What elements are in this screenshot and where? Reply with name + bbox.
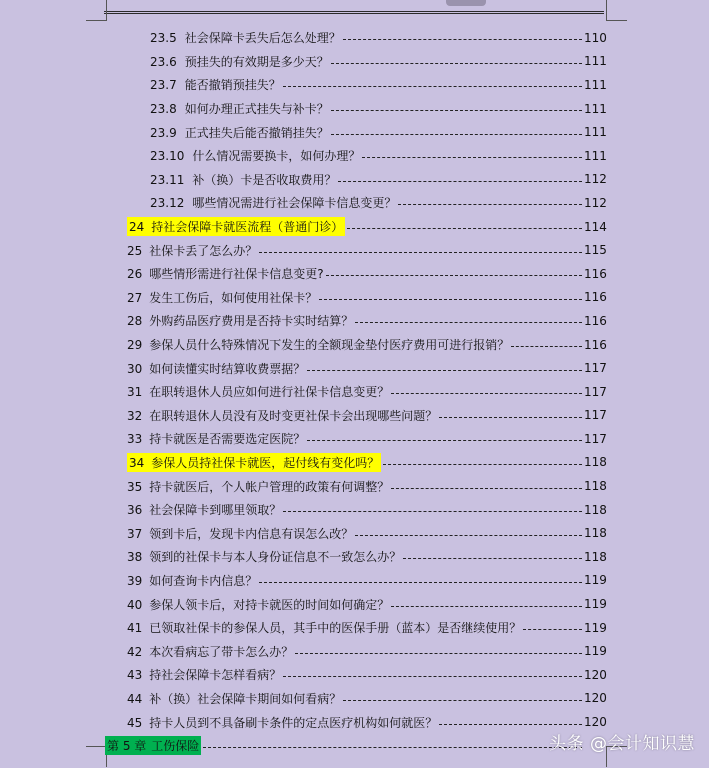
toc-entry-title: 如何办理正式挂失与补卡？ xyxy=(184,102,329,117)
watermark: 头条 @会计知识慧 xyxy=(549,734,695,754)
toc-entry-title: 工伤保险 xyxy=(151,739,200,754)
toc-entry[interactable] xyxy=(0,73,709,97)
toc-entry-page: 114 xyxy=(584,219,607,234)
toc-entry-label xyxy=(127,407,437,424)
toc-entry[interactable] xyxy=(0,97,709,121)
toc-entry-number: 23.7 xyxy=(150,78,177,93)
toc-entry-label xyxy=(150,147,360,164)
corner-mark-top-right xyxy=(606,0,627,21)
toc-entry-label xyxy=(127,525,353,542)
toc-leader-dots xyxy=(511,346,582,347)
toc-entry-number: 31 xyxy=(127,385,143,400)
toc-entry[interactable] xyxy=(0,474,709,498)
toc-entry-title: 什么情况需要换卡，如何办理？ xyxy=(192,149,361,164)
toc-entry-page: 118 xyxy=(584,526,607,541)
toc-entry-page: 115 xyxy=(584,243,607,258)
toc-entry-label xyxy=(127,478,389,495)
toc-entry-number: 23.10 xyxy=(150,149,185,164)
toc-entry-page: 118 xyxy=(584,479,607,494)
toc-entry-page: 117 xyxy=(584,384,607,399)
toc-leader-dots xyxy=(307,440,582,441)
toc-entry-title: 哪些情形需进行社保卡信息变更? xyxy=(149,267,324,282)
toc-entry-label xyxy=(127,666,281,683)
toc-leader-dots xyxy=(391,488,582,489)
toc-entry[interactable] xyxy=(0,545,709,569)
toc-entry-number: 29 xyxy=(127,338,143,353)
toc-entry-number: 45 xyxy=(127,715,143,730)
toc-entry-page: 118 xyxy=(584,455,607,470)
toc-entry-page: 111 xyxy=(584,77,607,92)
toc-entry-title: 社会保障卡到哪里领取？ xyxy=(149,503,282,518)
toc-entry-title: 外购药品医疗费用是否持卡实时结算？ xyxy=(149,314,354,329)
toc-entry-number: 23.5 xyxy=(150,31,177,46)
toc-entry-label xyxy=(150,76,281,93)
toc-entry-label xyxy=(127,217,345,236)
toc-leader-dots xyxy=(331,110,582,111)
toc-entry-title: 持卡就医是否需要选定医院？ xyxy=(149,432,306,447)
toc-entry-title: 哪些情况需进行社会保障卡信息变更？ xyxy=(192,196,397,211)
toc-entry-page: 117 xyxy=(584,431,607,446)
header-mark xyxy=(446,0,486,6)
toc-entry-title: 参保人员持社保卡就医，起付线有变化吗？ xyxy=(151,455,380,470)
toc-entry-label xyxy=(127,312,353,329)
toc-entry-label xyxy=(105,736,201,755)
toc-entry-page: 116 xyxy=(584,313,607,328)
toc-entry-title: 持社会保障卡怎样看病？ xyxy=(149,668,282,683)
toc-entry-page: 111 xyxy=(584,54,607,69)
toc-entry-title: 发生工伤后，如何使用社保卡？ xyxy=(149,290,318,305)
toc-entry[interactable] xyxy=(0,309,709,333)
toc-entry[interactable] xyxy=(0,687,709,711)
toc-entry[interactable] xyxy=(0,356,709,380)
toc-entry[interactable] xyxy=(0,144,709,168)
toc-entry-label xyxy=(127,714,437,731)
toc-entry[interactable] xyxy=(0,427,709,451)
toc-entry-title: 领到卡后，发现卡内信息有误怎么改？ xyxy=(149,526,354,541)
toc-entry-label xyxy=(127,596,389,613)
toc-entry-number: 37 xyxy=(127,526,143,541)
toc-entry-title: 补（换）卡是否收取费用？ xyxy=(192,172,337,187)
toc-entry[interactable] xyxy=(0,663,709,687)
toc-entry-title: 社会保障卡丢失后怎么处理？ xyxy=(184,31,341,46)
toc-entry-title: 领到的社保卡与本人身份证信息不一致怎么办？ xyxy=(149,550,402,565)
toc-entry[interactable] xyxy=(0,592,709,616)
toc-entry-label xyxy=(127,430,305,447)
toc-entry-page: 111 xyxy=(584,125,607,140)
toc-entry-label xyxy=(150,124,329,141)
toc-leader-dots xyxy=(391,393,582,394)
toc-entry[interactable] xyxy=(0,238,709,262)
toc-entry-label xyxy=(127,548,401,565)
toc-entry-number: 34 xyxy=(129,455,145,470)
toc-entry-title: 在职转退休人员没有及时变更社保卡会出现哪些问题？ xyxy=(149,408,438,423)
toc-entry[interactable] xyxy=(0,521,709,545)
toc-leader-dots xyxy=(343,39,582,40)
toc-entry-label xyxy=(127,265,324,282)
toc-entry-page: 112 xyxy=(584,172,607,187)
toc-entry-page: 118 xyxy=(584,502,607,517)
toc-entry-number: 43 xyxy=(127,668,143,683)
toc-entry[interactable] xyxy=(0,380,709,404)
toc-entry-number: 30 xyxy=(127,361,143,376)
toc-entry[interactable] xyxy=(0,262,709,286)
toc-leader-dots xyxy=(259,252,582,253)
toc-leader-dots xyxy=(259,582,582,583)
toc-entry[interactable] xyxy=(0,168,709,192)
corner-mark-top-left xyxy=(86,0,107,21)
toc-leader-dots xyxy=(203,747,582,748)
toc-entry-page: 112 xyxy=(584,195,607,210)
toc-entry[interactable] xyxy=(0,333,709,357)
toc-leader-dots xyxy=(283,511,582,512)
toc-entry-title: 本次看病忘了带卡怎么办？ xyxy=(149,644,294,659)
toc-leader-dots xyxy=(523,629,582,630)
toc-entry-title: 持社会保障卡就医流程（普通门诊） xyxy=(151,220,344,235)
toc-entry-number: 23.12 xyxy=(150,196,185,211)
toc-entry-number: 24 xyxy=(129,220,145,235)
toc-entry-label xyxy=(150,53,329,70)
header-rule xyxy=(104,0,604,14)
toc-leader-dots xyxy=(326,275,582,276)
toc-entry-number: 44 xyxy=(127,691,143,706)
toc-entry-page: 111 xyxy=(584,148,607,163)
toc-entry-number: 35 xyxy=(127,479,143,494)
toc-entry-label xyxy=(150,29,341,46)
toc-entry-page: 117 xyxy=(584,361,607,376)
toc-entry-label xyxy=(127,242,257,259)
toc-entry[interactable] xyxy=(0,120,709,144)
toc-entry-number: 36 xyxy=(127,503,143,518)
toc-entry-page: 118 xyxy=(584,549,607,564)
toc-entry-title: 参保人领卡后，对持卡就医的时间如何确定？ xyxy=(149,597,390,612)
toc-entry-number: 33 xyxy=(127,432,143,447)
toc-leader-dots xyxy=(398,204,582,205)
toc-entry-label xyxy=(127,619,521,636)
toc-leader-dots xyxy=(439,417,582,418)
toc-entry[interactable] xyxy=(0,451,709,475)
toc-leader-dots xyxy=(283,676,582,677)
toc-entry[interactable] xyxy=(0,50,709,74)
toc-entry-title: 正式挂失后能否撤销挂失？ xyxy=(184,125,329,140)
toc-entry[interactable] xyxy=(0,498,709,522)
toc-entry-page: 119 xyxy=(584,573,607,588)
toc-entry-page: 119 xyxy=(584,597,607,612)
toc-leader-dots xyxy=(362,157,582,158)
toc-entry-label xyxy=(150,194,396,211)
toc-entry-title: 持卡人员到不具备刷卡条件的定点医疗机构如何就医？ xyxy=(149,715,438,730)
toc-entry-number: 23.9 xyxy=(150,125,177,140)
toc-leader-dots xyxy=(283,86,582,87)
toc-entry[interactable] xyxy=(0,639,709,663)
toc-leader-dots xyxy=(343,700,582,701)
toc-entry-title: 能否撤销预挂失？ xyxy=(184,78,281,93)
toc-entry-page: 116 xyxy=(584,266,607,281)
toc-entry-number: 27 xyxy=(127,290,143,305)
toc-leader-dots xyxy=(403,558,582,559)
toc-entry-label xyxy=(127,501,281,518)
toc-entry-number: 42 xyxy=(127,644,143,659)
toc-entry[interactable] xyxy=(0,616,709,640)
toc-entry[interactable] xyxy=(0,286,709,310)
toc-entry-number: 32 xyxy=(127,408,143,423)
toc-entry-number: 25 xyxy=(127,243,143,258)
toc-entry-label xyxy=(127,572,257,589)
toc-entry-label xyxy=(127,453,381,472)
toc-entry-number: 38 xyxy=(127,550,143,565)
toc-entry-label xyxy=(127,643,293,660)
table-of-contents xyxy=(0,26,709,757)
toc-entry-title: 参保人员什么特殊情况下发生的全额现金垫付医疗费用可进行报销？ xyxy=(149,338,510,353)
toc-leader-dots xyxy=(331,63,582,64)
toc-entry[interactable] xyxy=(0,215,709,239)
toc-entry-label xyxy=(127,289,317,306)
toc-entry-title: 社保卡丢了怎么办？ xyxy=(149,243,258,258)
toc-entry-page: 116 xyxy=(584,337,607,352)
toc-entry-label xyxy=(150,100,329,117)
toc-entry-page: 119 xyxy=(584,644,607,659)
toc-entry-number: 23.8 xyxy=(150,102,177,117)
toc-entry-label xyxy=(127,336,509,353)
toc-entry-title: 在职转退休人员应如何进行社保卡信息变更？ xyxy=(149,385,390,400)
toc-leader-dots xyxy=(439,724,582,725)
toc-entry[interactable] xyxy=(0,404,709,428)
toc-entry-number: 23.11 xyxy=(150,172,185,187)
toc-entry-label xyxy=(150,171,336,188)
toc-leader-dots xyxy=(355,322,582,323)
toc-leader-dots xyxy=(307,370,582,371)
toc-entry-number: 28 xyxy=(127,314,143,329)
toc-entry-title: 补（换）社会保障卡期间如何看病？ xyxy=(149,691,342,706)
toc-entry-title: 如何查询卡内信息？ xyxy=(149,573,258,588)
toc-entry-number: 26 xyxy=(127,267,143,282)
toc-entry-page: 117 xyxy=(584,408,607,423)
toc-entry-page: 119 xyxy=(584,620,607,635)
toc-entry-title: 如何读懂实时结算收费票据？ xyxy=(149,361,306,376)
toc-entry[interactable] xyxy=(0,26,709,50)
toc-entry-number: 41 xyxy=(127,621,143,636)
toc-entry-page: 120 xyxy=(584,715,607,730)
toc-entry-title: 预挂失的有效期是多少天？ xyxy=(184,54,329,69)
toc-entry-page: 111 xyxy=(584,101,607,116)
toc-entry-label xyxy=(127,690,341,707)
toc-entry-title: 已领取社保卡的参保人员，其手中的医保手册（蓝本）是否继续使用？ xyxy=(149,621,522,636)
toc-leader-dots xyxy=(383,464,582,465)
toc-entry-label xyxy=(127,360,305,377)
toc-leader-dots xyxy=(319,299,582,300)
toc-entry-number: 40 xyxy=(127,597,143,612)
toc-entry[interactable] xyxy=(0,191,709,215)
toc-entry-page: 120 xyxy=(584,667,607,682)
toc-entry[interactable] xyxy=(0,569,709,593)
toc-leader-dots xyxy=(391,606,582,607)
toc-entry-page: 110 xyxy=(584,30,607,45)
toc-entry-title: 持卡就医后，个人帐户管理的政策有何调整？ xyxy=(149,479,390,494)
toc-leader-dots xyxy=(338,181,582,182)
toc-entry-label xyxy=(127,383,389,400)
toc-leader-dots xyxy=(295,653,582,654)
toc-entry-number: 第 5 章 xyxy=(107,739,147,754)
toc-leader-dots xyxy=(355,535,582,536)
toc-entry-page: 116 xyxy=(584,290,607,305)
toc-entry-page: 120 xyxy=(584,691,607,706)
toc-leader-dots xyxy=(347,228,582,229)
toc-entry-number: 39 xyxy=(127,573,143,588)
toc-leader-dots xyxy=(331,134,582,135)
toc-entry-number: 23.6 xyxy=(150,54,177,69)
